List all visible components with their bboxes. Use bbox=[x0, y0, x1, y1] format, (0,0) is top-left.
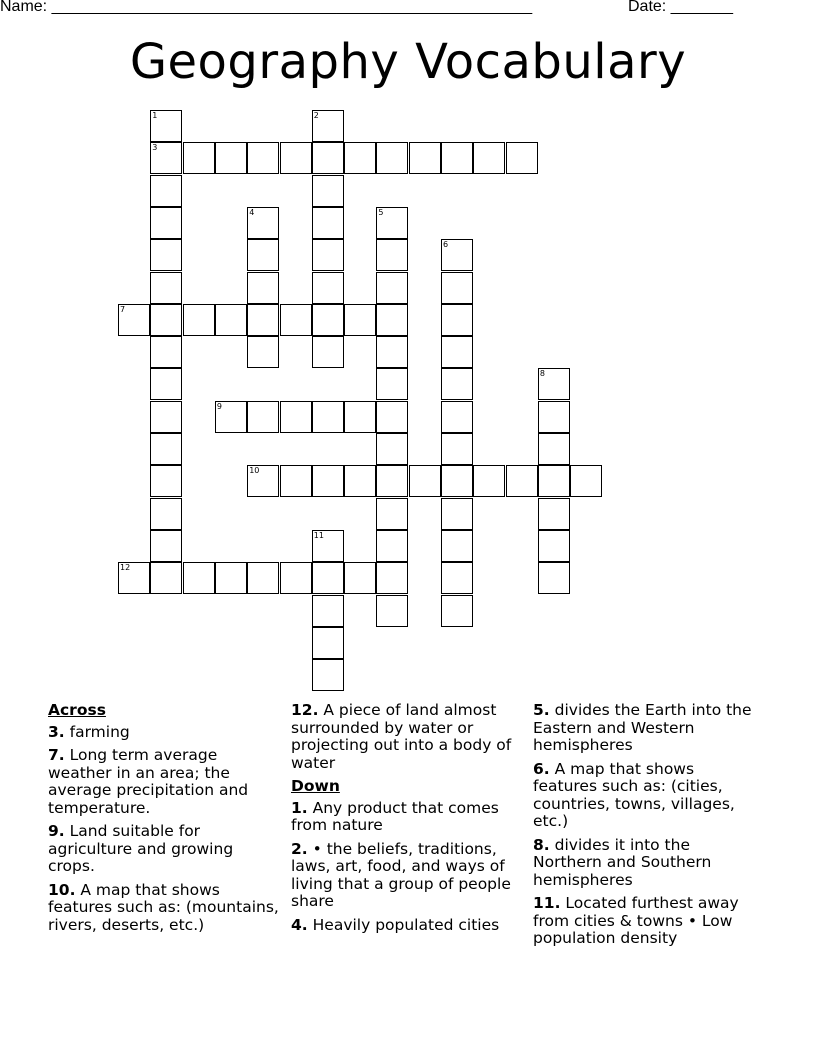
grid-cell[interactable] bbox=[441, 239, 473, 271]
grid-cell[interactable] bbox=[280, 562, 312, 594]
grid-cell[interactable] bbox=[312, 465, 344, 497]
across-heading: Across bbox=[48, 701, 106, 719]
grid-cell[interactable] bbox=[441, 401, 473, 433]
clue-number: 7 bbox=[120, 304, 126, 314]
grid-cell[interactable] bbox=[376, 530, 408, 562]
grid-cell[interactable] bbox=[441, 465, 473, 497]
grid-cell[interactable] bbox=[247, 272, 279, 304]
grid-cell[interactable] bbox=[312, 530, 344, 562]
grid-cell[interactable] bbox=[409, 465, 441, 497]
grid-cell[interactable] bbox=[247, 401, 279, 433]
grid-cell[interactable] bbox=[376, 272, 408, 304]
grid-cell[interactable] bbox=[441, 562, 473, 594]
grid-cell[interactable] bbox=[150, 175, 182, 207]
grid-cell[interactable] bbox=[150, 272, 182, 304]
grid-cell[interactable] bbox=[150, 207, 182, 239]
clue-number: 6 bbox=[443, 240, 449, 250]
grid-cell[interactable] bbox=[344, 562, 376, 594]
clue-across-3: 3. farming bbox=[48, 722, 130, 741]
grid-cell[interactable] bbox=[506, 465, 538, 497]
grid-cell[interactable] bbox=[344, 142, 376, 174]
grid-cell[interactable] bbox=[150, 304, 182, 336]
grid-cell[interactable] bbox=[376, 142, 408, 174]
grid-cell[interactable] bbox=[280, 401, 312, 433]
grid-cell[interactable] bbox=[538, 433, 570, 465]
grid-cell[interactable] bbox=[376, 207, 408, 239]
clue-column-3 bbox=[533, 702, 761, 954]
grid-cell[interactable] bbox=[150, 368, 182, 400]
clue-number: 5 bbox=[378, 207, 384, 217]
grid-cell[interactable] bbox=[473, 142, 505, 174]
date-field-label: Date: _______ bbox=[628, 0, 733, 15]
grid-cell[interactable] bbox=[506, 142, 538, 174]
grid-cell[interactable] bbox=[312, 401, 344, 433]
grid-cell[interactable] bbox=[247, 304, 279, 336]
clue-number: 8 bbox=[539, 369, 545, 379]
grid-cell[interactable] bbox=[150, 110, 182, 142]
down-heading: Down bbox=[291, 777, 340, 795]
clue-number: 11 bbox=[313, 530, 324, 540]
clue-across-10: 10. A map that shows features such as: (mountains, rivers, deserts, etc.) bbox=[48, 880, 279, 934]
grid-cell[interactable] bbox=[150, 239, 182, 271]
grid-cell[interactable] bbox=[312, 304, 344, 336]
grid-cell[interactable] bbox=[150, 498, 182, 530]
grid-cell[interactable] bbox=[376, 401, 408, 433]
grid-cell[interactable] bbox=[247, 239, 279, 271]
grid-cell[interactable] bbox=[183, 562, 215, 594]
grid-cell[interactable] bbox=[312, 239, 344, 271]
grid-cell[interactable] bbox=[441, 595, 473, 627]
clue-across-9: 9. Land suitable for agriculture and growing crops. bbox=[48, 822, 234, 875]
name-field-label: Name: ______________________________________________________ bbox=[0, 0, 533, 15]
grid-cell[interactable] bbox=[150, 401, 182, 433]
grid-cell[interactable] bbox=[247, 142, 279, 174]
grid-cell[interactable] bbox=[118, 562, 150, 594]
grid-cell[interactable] bbox=[215, 142, 247, 174]
clue-down-8: 8. divides it into the Northern and Southern hemispheres bbox=[533, 835, 712, 889]
clue-down-5: 5. divides the Earth into the Eastern and Western hemispheres bbox=[533, 701, 752, 754]
grid-cell[interactable] bbox=[376, 433, 408, 465]
clue-column-1 bbox=[48, 702, 284, 940]
grid-cell[interactable] bbox=[312, 110, 344, 142]
grid-cell[interactable] bbox=[215, 304, 247, 336]
grid-cell[interactable] bbox=[280, 142, 312, 174]
grid-cell[interactable] bbox=[538, 562, 570, 594]
grid-cell[interactable] bbox=[183, 142, 215, 174]
grid-cell[interactable] bbox=[150, 336, 182, 368]
clue-across-12: 12. A piece of land almost surrounded by water or projecting out into a body of water bbox=[291, 701, 512, 772]
grid-cell[interactable] bbox=[376, 498, 408, 530]
clue-down-4: 4. Heavily populated cities bbox=[291, 915, 500, 934]
grid-cell[interactable] bbox=[312, 272, 344, 304]
grid-cell[interactable] bbox=[441, 272, 473, 304]
grid-cell[interactable] bbox=[280, 465, 312, 497]
grid-cell[interactable] bbox=[280, 304, 312, 336]
grid-cell[interactable] bbox=[247, 207, 279, 239]
grid-cell[interactable] bbox=[312, 336, 344, 368]
grid-cell[interactable] bbox=[312, 659, 344, 691]
grid-cell[interactable] bbox=[312, 562, 344, 594]
clue-across-7: 7. Long term average weather in an area; the average precipitation and temperature. bbox=[48, 746, 249, 817]
grid-cell[interactable] bbox=[376, 304, 408, 336]
grid-cell[interactable] bbox=[376, 595, 408, 627]
grid-cell[interactable] bbox=[441, 304, 473, 336]
grid-cell[interactable] bbox=[538, 465, 570, 497]
grid-cell[interactable] bbox=[344, 304, 376, 336]
grid-cell[interactable] bbox=[538, 498, 570, 530]
grid-cell[interactable] bbox=[247, 562, 279, 594]
grid-cell[interactable] bbox=[247, 465, 279, 497]
grid-cell[interactable] bbox=[441, 368, 473, 400]
grid-cell[interactable] bbox=[376, 562, 408, 594]
grid-cell[interactable] bbox=[376, 336, 408, 368]
grid-cell[interactable] bbox=[376, 239, 408, 271]
grid-cell[interactable] bbox=[473, 465, 505, 497]
grid-cell[interactable] bbox=[183, 304, 215, 336]
grid-cell[interactable] bbox=[441, 336, 473, 368]
clue-number: 2 bbox=[313, 111, 319, 120]
grid-cell[interactable] bbox=[118, 304, 150, 336]
grid-cell[interactable] bbox=[215, 401, 247, 433]
grid-cell[interactable] bbox=[247, 336, 279, 368]
grid-cell[interactable] bbox=[312, 175, 344, 207]
grid-cell[interactable] bbox=[570, 465, 602, 497]
grid-cell[interactable] bbox=[150, 530, 182, 562]
grid-cell[interactable] bbox=[150, 562, 182, 594]
clue-down-11: 11. Located furthest away from cities & towns • Low population density bbox=[533, 894, 739, 947]
clue-number: 4 bbox=[249, 207, 255, 217]
grid-cell[interactable] bbox=[441, 142, 473, 174]
grid-cell[interactable] bbox=[538, 368, 570, 400]
grid-cell[interactable] bbox=[376, 465, 408, 497]
grid-cell[interactable] bbox=[312, 595, 344, 627]
page-title: Geography Vocabulary bbox=[129, 34, 687, 90]
clue-number: 9 bbox=[216, 401, 222, 411]
clue-down-1: 1. Any product that comes from nature bbox=[291, 798, 499, 834]
grid-cell[interactable] bbox=[538, 401, 570, 433]
grid-cell[interactable] bbox=[344, 401, 376, 433]
clue-column-2 bbox=[291, 702, 527, 940]
grid-cell[interactable] bbox=[376, 368, 408, 400]
clue-number: 3 bbox=[152, 143, 158, 153]
grid-cell[interactable] bbox=[441, 433, 473, 465]
clue-down-6: 6. A map that shows features such as: (cities, countries, towns, villages, etc.) bbox=[533, 759, 735, 830]
clue-number: 12 bbox=[120, 563, 131, 573]
grid-cell[interactable] bbox=[150, 142, 182, 174]
grid-cell[interactable] bbox=[312, 142, 344, 174]
grid-cell[interactable] bbox=[344, 465, 376, 497]
grid-cell[interactable] bbox=[441, 498, 473, 530]
grid-cell[interactable] bbox=[150, 433, 182, 465]
clue-number: 10 bbox=[249, 466, 260, 476]
clue-number: 1 bbox=[152, 111, 158, 120]
grid-cell[interactable] bbox=[409, 142, 441, 174]
grid-cell[interactable] bbox=[538, 530, 570, 562]
grid-cell[interactable] bbox=[215, 562, 247, 594]
grid-cell[interactable] bbox=[312, 207, 344, 239]
clue-down-2: 2. • the beliefs, traditions, laws, art, food, and ways of living that a group of people share bbox=[291, 839, 511, 910]
grid-cell[interactable] bbox=[312, 627, 344, 659]
grid-cell[interactable] bbox=[441, 530, 473, 562]
grid-cell[interactable] bbox=[150, 465, 182, 497]
